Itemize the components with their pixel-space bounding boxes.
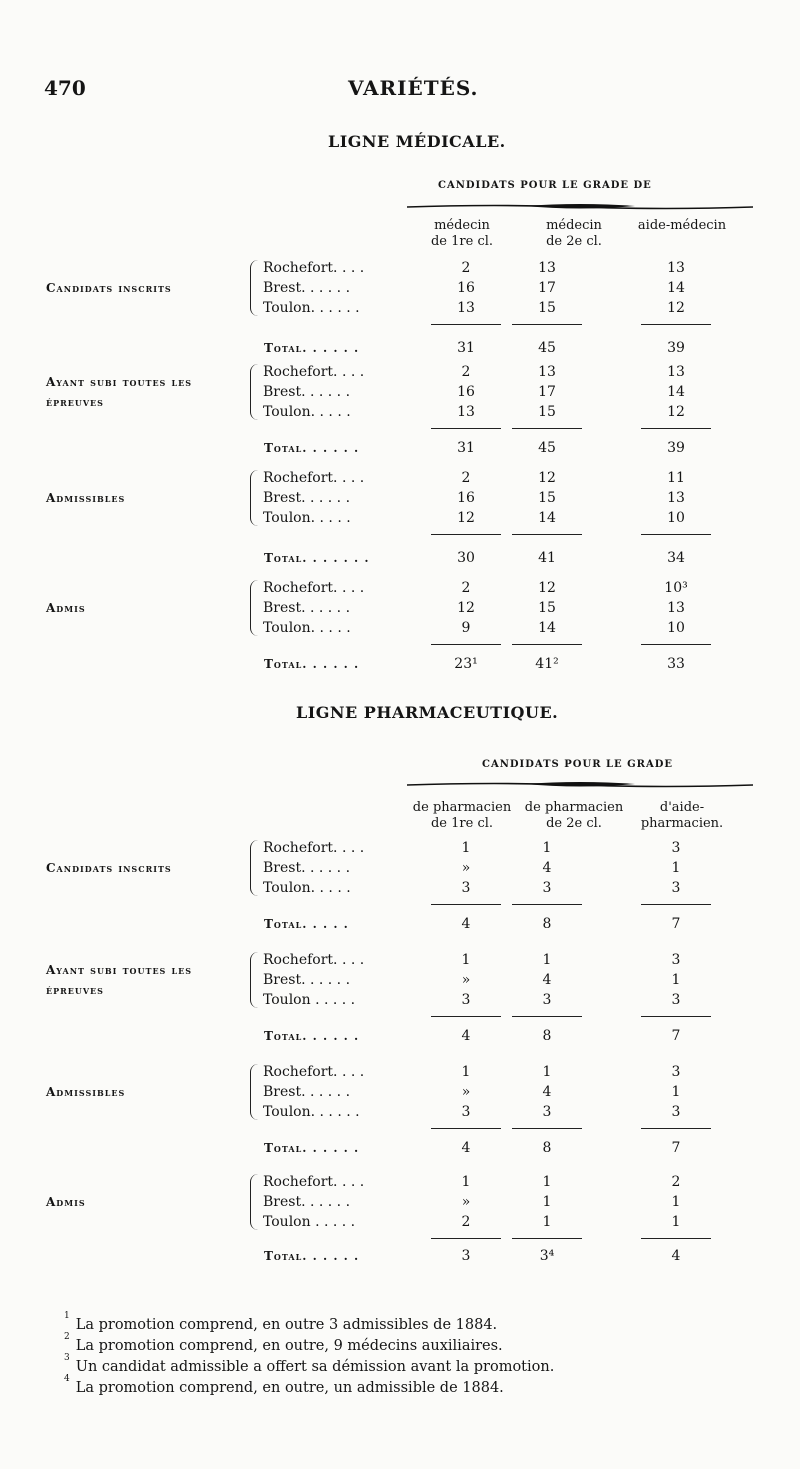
column-header-line2: de 2e cl. xyxy=(546,816,602,831)
table-cell: 3 xyxy=(461,992,471,1008)
table-cell: 3 xyxy=(671,1064,681,1080)
table-cell: 3 xyxy=(542,992,552,1008)
row-city: Brest. . . . . . xyxy=(263,280,351,296)
table-cell: 15 xyxy=(538,600,556,616)
row-city: Brest. . . . . . xyxy=(263,600,351,616)
table-cell: 2 xyxy=(461,580,471,596)
total-cell: 4 xyxy=(461,916,471,932)
total-cell: 7 xyxy=(671,1028,681,1044)
candidates-header: CANDIDATS POUR LE GRADE xyxy=(482,759,674,770)
total-cell: 8 xyxy=(542,916,552,932)
table-cell: 16 xyxy=(457,384,475,400)
total-rule xyxy=(512,324,582,325)
table-cell: 3 xyxy=(461,880,471,896)
table-cell: 1 xyxy=(542,952,552,968)
column-header-line2: pharmacien. xyxy=(640,816,724,831)
table-cell: 4 xyxy=(542,1084,552,1100)
table-cell: 4 xyxy=(542,972,552,988)
group-brace xyxy=(250,470,259,526)
column-header-line2: de 1re cl. xyxy=(430,816,494,831)
table-cell: 10 xyxy=(667,510,685,526)
table-cell: 3 xyxy=(671,1104,681,1120)
row-city: Brest. . . . . . xyxy=(263,1194,351,1210)
table-cell: 2 xyxy=(461,260,471,276)
table-cell: 1 xyxy=(542,840,552,856)
group-brace xyxy=(250,1174,259,1230)
table-cell: 1 xyxy=(671,1194,681,1210)
total-cell: 39 xyxy=(667,440,685,456)
section-title: LIGNE PHARMACEUTIQUE. xyxy=(296,703,559,722)
group-brace xyxy=(250,952,259,1008)
table-cell: 1 xyxy=(542,1174,552,1190)
group-label: Admis xyxy=(46,1195,86,1209)
table-cell: » xyxy=(461,860,471,876)
total-cell: 7 xyxy=(671,1140,681,1156)
row-city: Rochefort. . . . xyxy=(263,470,365,486)
group-label: Admissibles xyxy=(46,491,126,505)
total-rule xyxy=(431,1128,501,1129)
table-cell: 14 xyxy=(667,384,685,400)
table-cell: 15 xyxy=(538,490,556,506)
table-cell: 1 xyxy=(671,1084,681,1100)
table-cell: 12 xyxy=(457,600,475,616)
group-brace xyxy=(250,840,259,896)
table-cell: » xyxy=(461,1084,471,1100)
total-label: Total. . . . . . xyxy=(264,341,360,355)
row-city: Rochefort. . . . xyxy=(263,1064,365,1080)
table-cell: 1 xyxy=(671,1214,681,1230)
group-label: Candidats inscrits xyxy=(46,861,172,875)
table-cell: 13 xyxy=(538,364,556,380)
table-cell: 2 xyxy=(461,1214,471,1230)
group-brace xyxy=(250,260,259,316)
row-city: Brest. . . . . . xyxy=(263,384,351,400)
group-label-line2: épreuves xyxy=(46,983,104,997)
table-cell: 13 xyxy=(667,600,685,616)
row-city: Toulon . . . . . xyxy=(263,1214,356,1230)
table-cell: 12 xyxy=(457,510,475,526)
total-cell: 34 xyxy=(667,550,685,566)
table-cell: 12 xyxy=(667,300,685,316)
table-cell: 17 xyxy=(538,280,556,296)
table-cell: 13 xyxy=(457,300,475,316)
row-city: Toulon. . . . . . xyxy=(263,1104,360,1120)
column-header-line1: de pharmacien xyxy=(412,800,512,815)
table-cell: 13 xyxy=(667,490,685,506)
column-header-line1: médecin xyxy=(546,218,602,233)
total-cell: 41² xyxy=(535,656,559,672)
footnote-text: La promotion comprend, en outre 3 admissibles de 1884. xyxy=(75,1316,498,1333)
row-city: Toulon . . . . . xyxy=(263,992,356,1008)
total-cell: 30 xyxy=(457,550,475,566)
total-rule xyxy=(641,904,711,905)
group-label: Admissibles xyxy=(46,1085,126,1099)
total-cell: 4 xyxy=(671,1248,681,1264)
total-cell: 7 xyxy=(671,916,681,932)
table-cell: 3 xyxy=(461,1104,471,1120)
table-cell: » xyxy=(461,1194,471,1210)
footnote xyxy=(64,1353,555,1375)
total-rule xyxy=(431,1238,501,1239)
table-cell: 10³ xyxy=(664,580,688,596)
total-rule xyxy=(512,534,582,535)
table-cell: 3 xyxy=(671,840,681,856)
table-cell: 1 xyxy=(542,1064,552,1080)
footnote-mark: 1 xyxy=(64,1311,70,1321)
total-rule xyxy=(431,324,501,325)
total-rule xyxy=(512,1238,582,1239)
table-cell: 3 xyxy=(671,880,681,896)
total-rule xyxy=(512,1016,582,1017)
row-city: Rochefort. . . . xyxy=(263,580,365,596)
total-cell: 33 xyxy=(667,656,685,672)
table-cell: 1 xyxy=(461,1174,471,1190)
total-cell: 23¹ xyxy=(454,656,478,672)
swash-rule xyxy=(405,778,755,792)
row-city: Rochefort. . . . xyxy=(263,260,365,276)
table-cell: 16 xyxy=(457,280,475,296)
total-cell: 45 xyxy=(538,340,556,356)
total-rule xyxy=(431,428,501,429)
row-city: Brest. . . . . . xyxy=(263,860,351,876)
row-city: Rochefort. . . . xyxy=(263,364,365,380)
table-cell: 12 xyxy=(538,580,556,596)
table-cell: 2 xyxy=(461,470,471,486)
table-cell: 3 xyxy=(671,992,681,1008)
total-label: Total. . . . . . xyxy=(264,1141,360,1155)
group-brace xyxy=(250,580,259,636)
total-cell: 3 xyxy=(461,1248,471,1264)
row-city: Toulon. . . . . . xyxy=(263,300,360,316)
row-city: Toulon. . . . . xyxy=(263,510,351,526)
footnote xyxy=(64,1311,498,1333)
total-label: Total. . . . . . . xyxy=(264,551,370,565)
section-title: LIGNE MÉDICALE. xyxy=(328,132,506,151)
total-rule xyxy=(641,1016,711,1017)
total-cell: 4 xyxy=(461,1140,471,1156)
footnote-text: La promotion comprend, en outre, un admissible de 1884. xyxy=(75,1379,504,1396)
table-cell: 2 xyxy=(671,1174,681,1190)
footnote-mark: 3 xyxy=(64,1353,70,1363)
table-cell: 1 xyxy=(671,972,681,988)
total-rule xyxy=(512,1128,582,1129)
table-cell: 2 xyxy=(461,364,471,380)
table-cell: 3 xyxy=(671,952,681,968)
total-rule xyxy=(512,428,582,429)
total-rule xyxy=(431,1016,501,1017)
table-cell: 1 xyxy=(461,840,471,856)
total-cell: 4 xyxy=(461,1028,471,1044)
column-header-line1: de pharmacien xyxy=(524,800,624,815)
total-rule xyxy=(641,534,711,535)
table-cell: 14 xyxy=(538,510,556,526)
total-label: Total. . . . . . xyxy=(264,1029,360,1043)
table-cell: 3 xyxy=(542,1104,552,1120)
table-cell: 1 xyxy=(461,952,471,968)
group-label: Admis xyxy=(46,601,86,615)
total-cell: 45 xyxy=(538,440,556,456)
total-cell: 3⁴ xyxy=(539,1248,555,1264)
table-cell: 13 xyxy=(667,260,685,276)
table-cell: 1 xyxy=(542,1214,552,1230)
row-city: Rochefort. . . . xyxy=(263,952,365,968)
row-city: Toulon. . . . . xyxy=(263,880,351,896)
footnote xyxy=(64,1332,503,1354)
total-cell: 8 xyxy=(542,1028,552,1044)
total-cell: 41 xyxy=(538,550,556,566)
table-cell: 1 xyxy=(461,1064,471,1080)
group-brace xyxy=(250,1064,259,1120)
total-rule xyxy=(641,324,711,325)
total-cell: 31 xyxy=(457,440,475,456)
total-rule xyxy=(431,644,501,645)
total-cell: 39 xyxy=(667,340,685,356)
table-cell: 13 xyxy=(667,364,685,380)
footnote xyxy=(64,1374,504,1396)
row-city: Brest. . . . . . xyxy=(263,972,351,988)
column-header-line1: médecin xyxy=(434,218,490,233)
column-header-line2: de 2e cl. xyxy=(546,234,602,249)
row-city: Brest. . . . . . xyxy=(263,1084,351,1100)
total-rule xyxy=(512,904,582,905)
table-cell: 3 xyxy=(542,880,552,896)
group-label-line2: épreuves xyxy=(46,395,104,409)
table-cell: 12 xyxy=(667,404,685,420)
table-cell: 14 xyxy=(538,620,556,636)
swash-rule xyxy=(405,200,755,214)
group-label: Candidats inscrits xyxy=(46,281,172,295)
table-cell: 11 xyxy=(667,470,685,486)
table-cell: 13 xyxy=(538,260,556,276)
footnote-mark: 2 xyxy=(64,1332,70,1342)
table-cell: 14 xyxy=(667,280,685,296)
total-cell: 31 xyxy=(457,340,475,356)
total-rule xyxy=(641,428,711,429)
table-cell: » xyxy=(461,972,471,988)
table-cell: 16 xyxy=(457,490,475,506)
table-cell: 1 xyxy=(671,860,681,876)
total-rule xyxy=(641,644,711,645)
table-cell: 9 xyxy=(461,620,471,636)
table-cell: 10 xyxy=(667,620,685,636)
table-cell: 17 xyxy=(538,384,556,400)
candidates-header: CANDIDATS POUR LE GRADE DE xyxy=(438,180,652,191)
footnote-text: Un candidat admissible a offert sa démission avant la promotion. xyxy=(75,1358,555,1375)
table-cell: 15 xyxy=(538,404,556,420)
total-label: Total. . . . . . xyxy=(264,1249,360,1263)
row-city: Rochefort. . . . xyxy=(263,1174,365,1190)
group-label: Ayant subi toutes les xyxy=(46,963,192,977)
group-brace xyxy=(250,364,259,420)
total-label: Total. . . . . xyxy=(264,917,349,931)
row-city: Toulon. . . . . xyxy=(263,404,351,420)
column-header-line1: d'aide- xyxy=(659,800,705,815)
total-rule xyxy=(431,904,501,905)
footnote-text: La promotion comprend, en outre, 9 médecins auxiliaires. xyxy=(75,1337,503,1354)
total-rule xyxy=(431,534,501,535)
row-city: Brest. . . . . . xyxy=(263,490,351,506)
table-cell: 13 xyxy=(457,404,475,420)
page-number: 470 xyxy=(44,76,86,100)
total-rule xyxy=(641,1238,711,1239)
table-cell: 1 xyxy=(542,1194,552,1210)
table-cell: 12 xyxy=(538,470,556,486)
running-title: VARIÉTÉS. xyxy=(348,76,479,100)
total-cell: 8 xyxy=(542,1140,552,1156)
group-label: Ayant subi toutes les xyxy=(46,375,192,389)
table-cell: 15 xyxy=(538,300,556,316)
total-rule xyxy=(512,644,582,645)
footnote-mark: 4 xyxy=(64,1374,70,1384)
column-header-line2: de 1re cl. xyxy=(430,234,494,249)
column-header-line1: aide-médecin xyxy=(637,218,727,233)
row-city: Rochefort. . . . xyxy=(263,840,365,856)
row-city: Toulon. . . . . xyxy=(263,620,351,636)
table-cell: 4 xyxy=(542,860,552,876)
total-label: Total. . . . . . xyxy=(264,441,360,455)
total-rule xyxy=(641,1128,711,1129)
total-label: Total. . . . . . xyxy=(264,657,360,671)
